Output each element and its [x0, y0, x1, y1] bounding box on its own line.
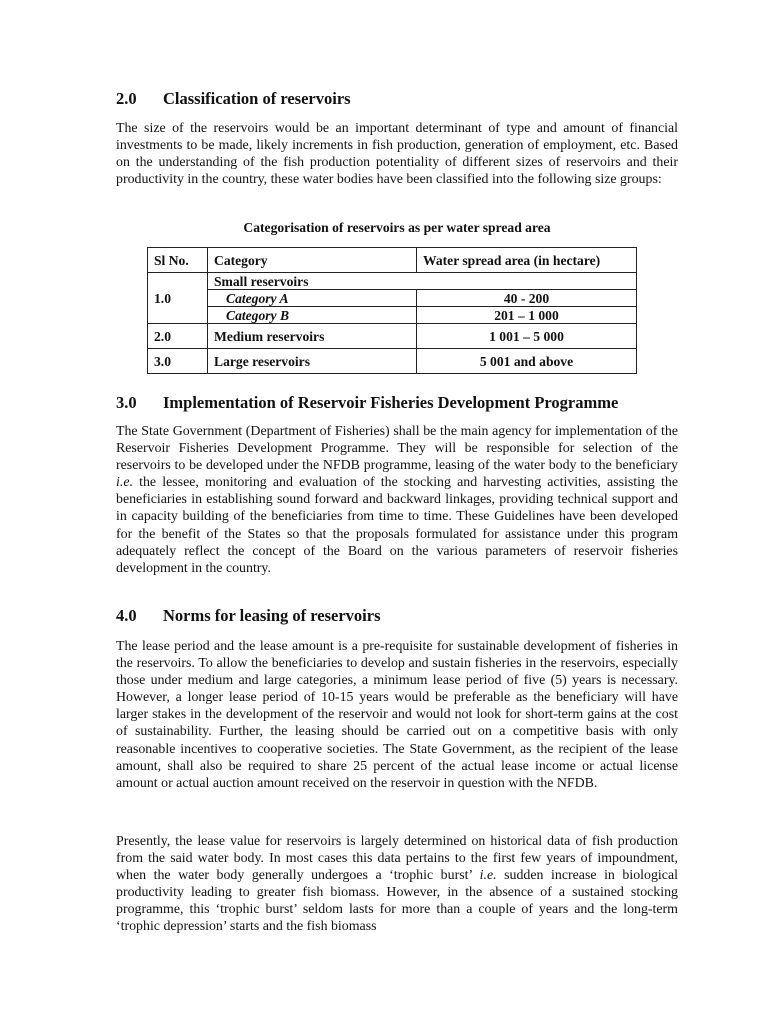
- category-cell: Large reservoirs: [208, 349, 417, 374]
- reservoir-category-table: [147, 247, 637, 374]
- section-title: Norms for leasing of reservoirs: [163, 606, 381, 625]
- table-row: [148, 290, 637, 307]
- section-number: 3.0: [116, 393, 137, 412]
- ie-abbreviation: i.e.: [116, 475, 133, 491]
- table-row: [148, 349, 637, 374]
- table-caption: Categorisation of reservoirs as per water spread area: [243, 220, 551, 235]
- section-3-paragraph: The State Government (Department of Fisheries) shall be the main agency for implementation of the Reservoir Fisheries Development Programme. They will be responsible for selection of the reservoirs to be developed under the NFDB programme, leasing of the water body to the beneficiary i.e. the lessee, monitoring and evaluation of the stocking and harvesting activities, assisting the beneficiaries in establishing sound forward and backward linkages, providing technical support and in capacity building of the beneficiaries from time to time. These Guidelines have been developed for the benefit of the States so that the proposals formulated for assistance under this program adequately reflect the concept of the Board on the various parameters of reservoir fisheries development in the country.: [116, 424, 678, 576]
- section-number: 2.0: [116, 89, 137, 108]
- table-row: [148, 273, 637, 290]
- ie-abbreviation: i.e.: [479, 868, 497, 884]
- row-number: 1.0: [148, 273, 208, 324]
- section-title: Classification of reservoirs: [163, 89, 351, 108]
- area-cell: 5 001 and above: [417, 349, 637, 374]
- category-cell: Category A: [208, 290, 417, 307]
- table-row: [148, 324, 637, 349]
- area-cell: 1 001 – 5 000: [417, 324, 637, 349]
- area-cell: 201 – 1 000: [417, 307, 637, 324]
- section-title: Implementation of Reservoir Fisheries Development Programme: [163, 393, 619, 412]
- section-number: 4.0: [116, 606, 137, 625]
- section-4-heading: [116, 605, 381, 627]
- column-header: Water spread area (in hectare): [417, 248, 637, 273]
- table-row: [148, 307, 637, 324]
- row-number: 3.0: [148, 349, 208, 374]
- category-cell: Medium reservoirs: [208, 324, 417, 349]
- section-4-paragraph-1: The lease period and the lease amount is a pre-requisite for sustainable development of fisheries in the reservoirs. To allow the beneficiaries to develop and sustain fisheries in the reservoirs, especially those under medium and large categories, a minimum lease period of five (5) years is necessary. However, a longer lease period of 10-15 years would be preferable as the beneficiary will have larger stakes in the development of the reservoir and would not look for short-term gains at the cost of sustainability. Further, the leasing should be carried out on a competitive basis with only reasonable incentives to cooperative societies. The State Government, as the recipient of the lease amount, shall also be required to share 25 percent of the actual lease income or actual license amount or actual auction amount received on the reservoir in question with the NFDB.: [116, 639, 678, 791]
- table-header-row: [148, 248, 637, 273]
- section-2-heading: [116, 88, 351, 110]
- section-4-paragraph-2: Presently, the lease value for reservoirs is largely determined on historical data of fish production from the said water body. In most cases this data pertains to the first few years of impoundment, when the water body generally undergoes a ‘trophic burst’ i.e. sudden increase in biological productivity leading to greater fish biomass. However, in the absence of a sustained stocking programme, this ‘trophic burst’ seldom lasts for more than a couple of years and the long-term ‘trophic depression’ starts and the fish biomass: [116, 834, 678, 935]
- group-label: Small reservoirs: [208, 273, 417, 290]
- section-3-heading: [116, 392, 618, 414]
- column-header: Category: [208, 248, 417, 273]
- column-header: Sl No.: [148, 248, 208, 273]
- area-cell: 40 - 200: [417, 290, 637, 307]
- section-2-paragraph: The size of the reservoirs would be an important determinant of type and amount of financial investments to be made, likely increments in fish production, generation of employment, etc. Based on the understanding of the fish production potentiality of different sizes of reservoirs and their productivity in the country, these water bodies have been classified into the following size groups:: [116, 121, 678, 188]
- empty-cell: [417, 273, 637, 290]
- category-cell: Category B: [208, 307, 417, 324]
- row-number: 2.0: [148, 324, 208, 349]
